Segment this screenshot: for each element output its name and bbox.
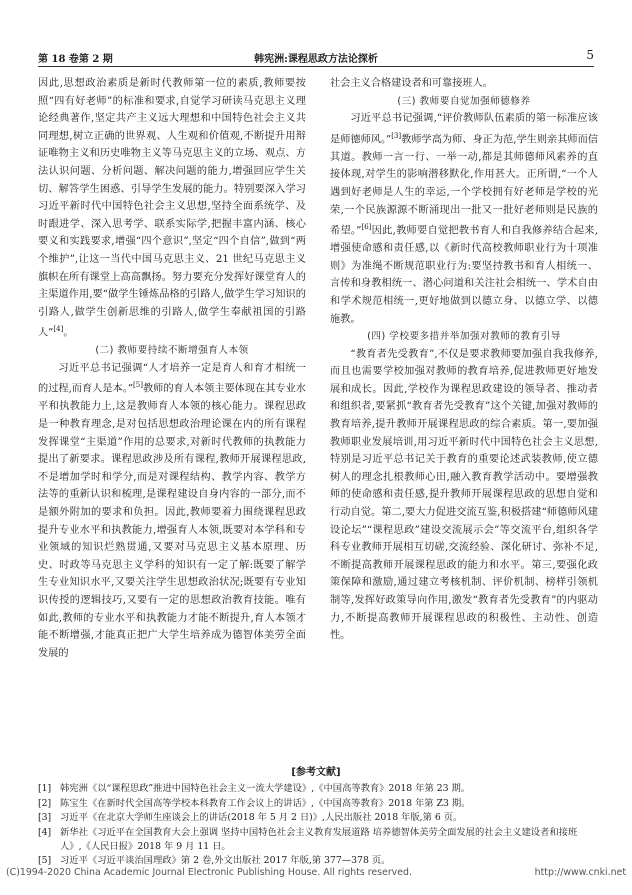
reference-item: [3] 习近平《在北京大学师生座谈会上的讲话(2018 年 5 月 2 日)》,人民出版社 2018 年版,第 6 页。 — [38, 812, 463, 824]
copyright-footer — [6, 867, 626, 878]
paragraph: 因此,思想政治素质是新时代教师第一位的素质,教师要按照“四有好老师”的标准和要求,自觉学习研读马克思主义理论经典著作,坚定共产主义远大理想和中国特色社会主义共同理想,树立正确的世界观、人生观和价值观,不断提升用辩证唯物主义和历史唯物主义等马克思主义的立场、观点、方法认识问题、分析问题、解决问题的能力,增强回应学生关切、解答学生困惑、引导学生发展的能力。特别要深入学习习近平新时代中国特色社会主义思想,坚持全面系统学、及时跟进学、深入思考学、联系实际学,把握丰富内涵、核心要义和实践要求,增强“四个意识”,坚定“四个自信”,做到“两个维护”,让这一当代中国马克思主义、21 世纪马克思主义旗帜在所有课堂上高高飘扬。努力要充分发挥好课堂育人的主渠道作用,要“做学生锤炼品格的引路人,做学生学习知识的引路人,做学生创新思维的引路人,做学生奉献祖国的引路人”[4]。 — [38, 78, 306, 339]
section-heading: (二) 教师要持续不断增强育人本领 — [95, 345, 249, 357]
reference-list — [38, 782, 594, 868]
reference-item: [5] 习近平《习近平谈治国理政》第 2 卷,外文出版社 2017 年版,第 377—378 页。 — [38, 855, 391, 867]
reference-item: [2] 陈宝生《在新时代全国高等学校本科教育工作会议上的讲话》,《中国高等教育》2018 年第 Z3 期。 — [38, 797, 471, 809]
section-heading: (四) 学校要多措并举加强对教师的教育引导 — [367, 331, 561, 343]
left-column — [38, 75, 306, 662]
citation[interactable]: [5] — [133, 381, 143, 390]
issue-label: 第 18 卷第 2 期 — [38, 54, 113, 65]
section-heading: (三) 教师要自觉加强师德修养 — [397, 95, 531, 107]
reference-item: [1] 韩宪洲《以“课程思政”推进中国特色社会主义一流大学建设》,《中国高等教育》2018 年第 23 期。 — [38, 783, 471, 795]
paragraph: 习近平总书记强调“人才培养一定是育人和育才相统一的过程,而育人是本。”[5]教师的育人本领主要体现在其专业水平和执教能力上,这是教师育人本领的核心能力。课程思政是一种教育理念,是对包括思想政治理论课在内的所有课程发挥课堂“主渠道”作用的总要求,对新时代教师的执教能力提出了新要求。课程思政涉及所有课程,教师开展课程思政,不是增加学时和学分,而是对课程结构、教学内容、教学方法等的重新认识和梳理,是课程建设自身内容的一部分,而不是额外附加的要求和负担。因此,教师要着力围绕课程思政提升专业水平和执教能力,增强育人本领,既要对本学科和专业领域的知识烂熟贯通,又要对马克思主义基本原理、历史、时政等马克思主义学科的知识有一定了解:既要了解学生专业知识水平,又要关注学生思想政治状况;既要有专业知识传授的逻辑技巧,又要有一定的思想政治教育技能。唯有如此,教师的专业水平和执教能力才能不断提升,育人本领才能不断增强,才能真正把广大学生培养成为德智体美劳全面发展的 — [38, 362, 306, 659]
citation[interactable]: [4] — [53, 325, 64, 334]
citation[interactable]: [6] — [361, 223, 372, 232]
site-url[interactable]: http://www.cnki.net — [534, 867, 626, 878]
references-title: [参考文献] — [291, 767, 341, 778]
page-number: 5 — [586, 48, 594, 62]
reference-item: [4] 新华社《习近平在全国教育大会上强调 坚持中国特色社会主义教育发展道路 培养德智体美劳全面发展的社会主义建设者和接班人》,《人民日报》2018 年 9 月 11 日。 — [38, 826, 578, 853]
citation[interactable]: [3] — [391, 131, 402, 140]
running-header — [38, 48, 594, 67]
copyright-text: (C)1994-2020 China Academic Journal Electronic Publishing House. All rights reserved. — [6, 867, 412, 878]
paragraph: 社会主义合格建设者和可靠接班人。 — [330, 78, 493, 89]
references-section — [38, 766, 594, 869]
paragraph: 习近平总书记强调,“评价教师队伍素质的第一标准应该是师德师风。”[3]教师学高为师、身正为范,学生则亲其师而信其道。教师一言一行、一举一动,都是其师德师风素养的直接体现,对学生的影响潜移默化,作用甚大。正所谓,“一个人遇到好老师是人生的幸运,一个学校拥有好老师是学校的光荣,一个民族源源不断涌现出一批又一批好老师则是民族的希望。”[6]因此,教师要自觉把教书育人和自我修养结合起来,增强使命感和责任感,以《新时代高校教师职业行为十项准则》为准绳不断规范职业行为:要坚持教书和育人相统一、言传和身教相统一、潜心问道和关注社会相统一、学术自由和学术规范相统一,更好地做到以德立身、以德立学、以德施教。 — [330, 113, 598, 325]
running-title: 韩宪洲:课程思政方法论探析 — [254, 54, 378, 65]
right-column — [330, 75, 598, 645]
paragraph: “教育者先受教育”,不仅是要求教师要加强自我我修养,而且也需要学校加强对教师的教育培养,促进教师更好地发展和成长。因此,学校作为课程思政建设的领导者、推动者和组织者,要紧抓“教育者先受教育”这个关键,加强对教师的教育培养,提升教师开展课程思政的综合素质。第一,要加强教师职业发展培训,用习近平新时代中国特色社会主义思想,特别是习近平总书记关于教育的重要论述武装教师,使立德树人的理念扎根教师心田,融入教育教学活动中。要增强教师的使命感和责任感,提升教师开展课程思政的思想自觉和行动自觉。第二,要大力促进交流互鉴,积极搭建“师德师风建设论坛”“课程思政”建设交流展示会”等交流平台,组织各学科专业教师开展相互切磋,交流经验、深化研讨、弥补不足,不断提高教师开展课程思政的能力和水平。第三,要强化政策保障和激励,通过建立考核机制、评价机制、榜样引领机制等,发挥好政策导向作用,激发“教育者先受教育”的内驱动力,不断提高教师开展课程思政的积极性、主动性、创造性。 — [330, 348, 598, 642]
